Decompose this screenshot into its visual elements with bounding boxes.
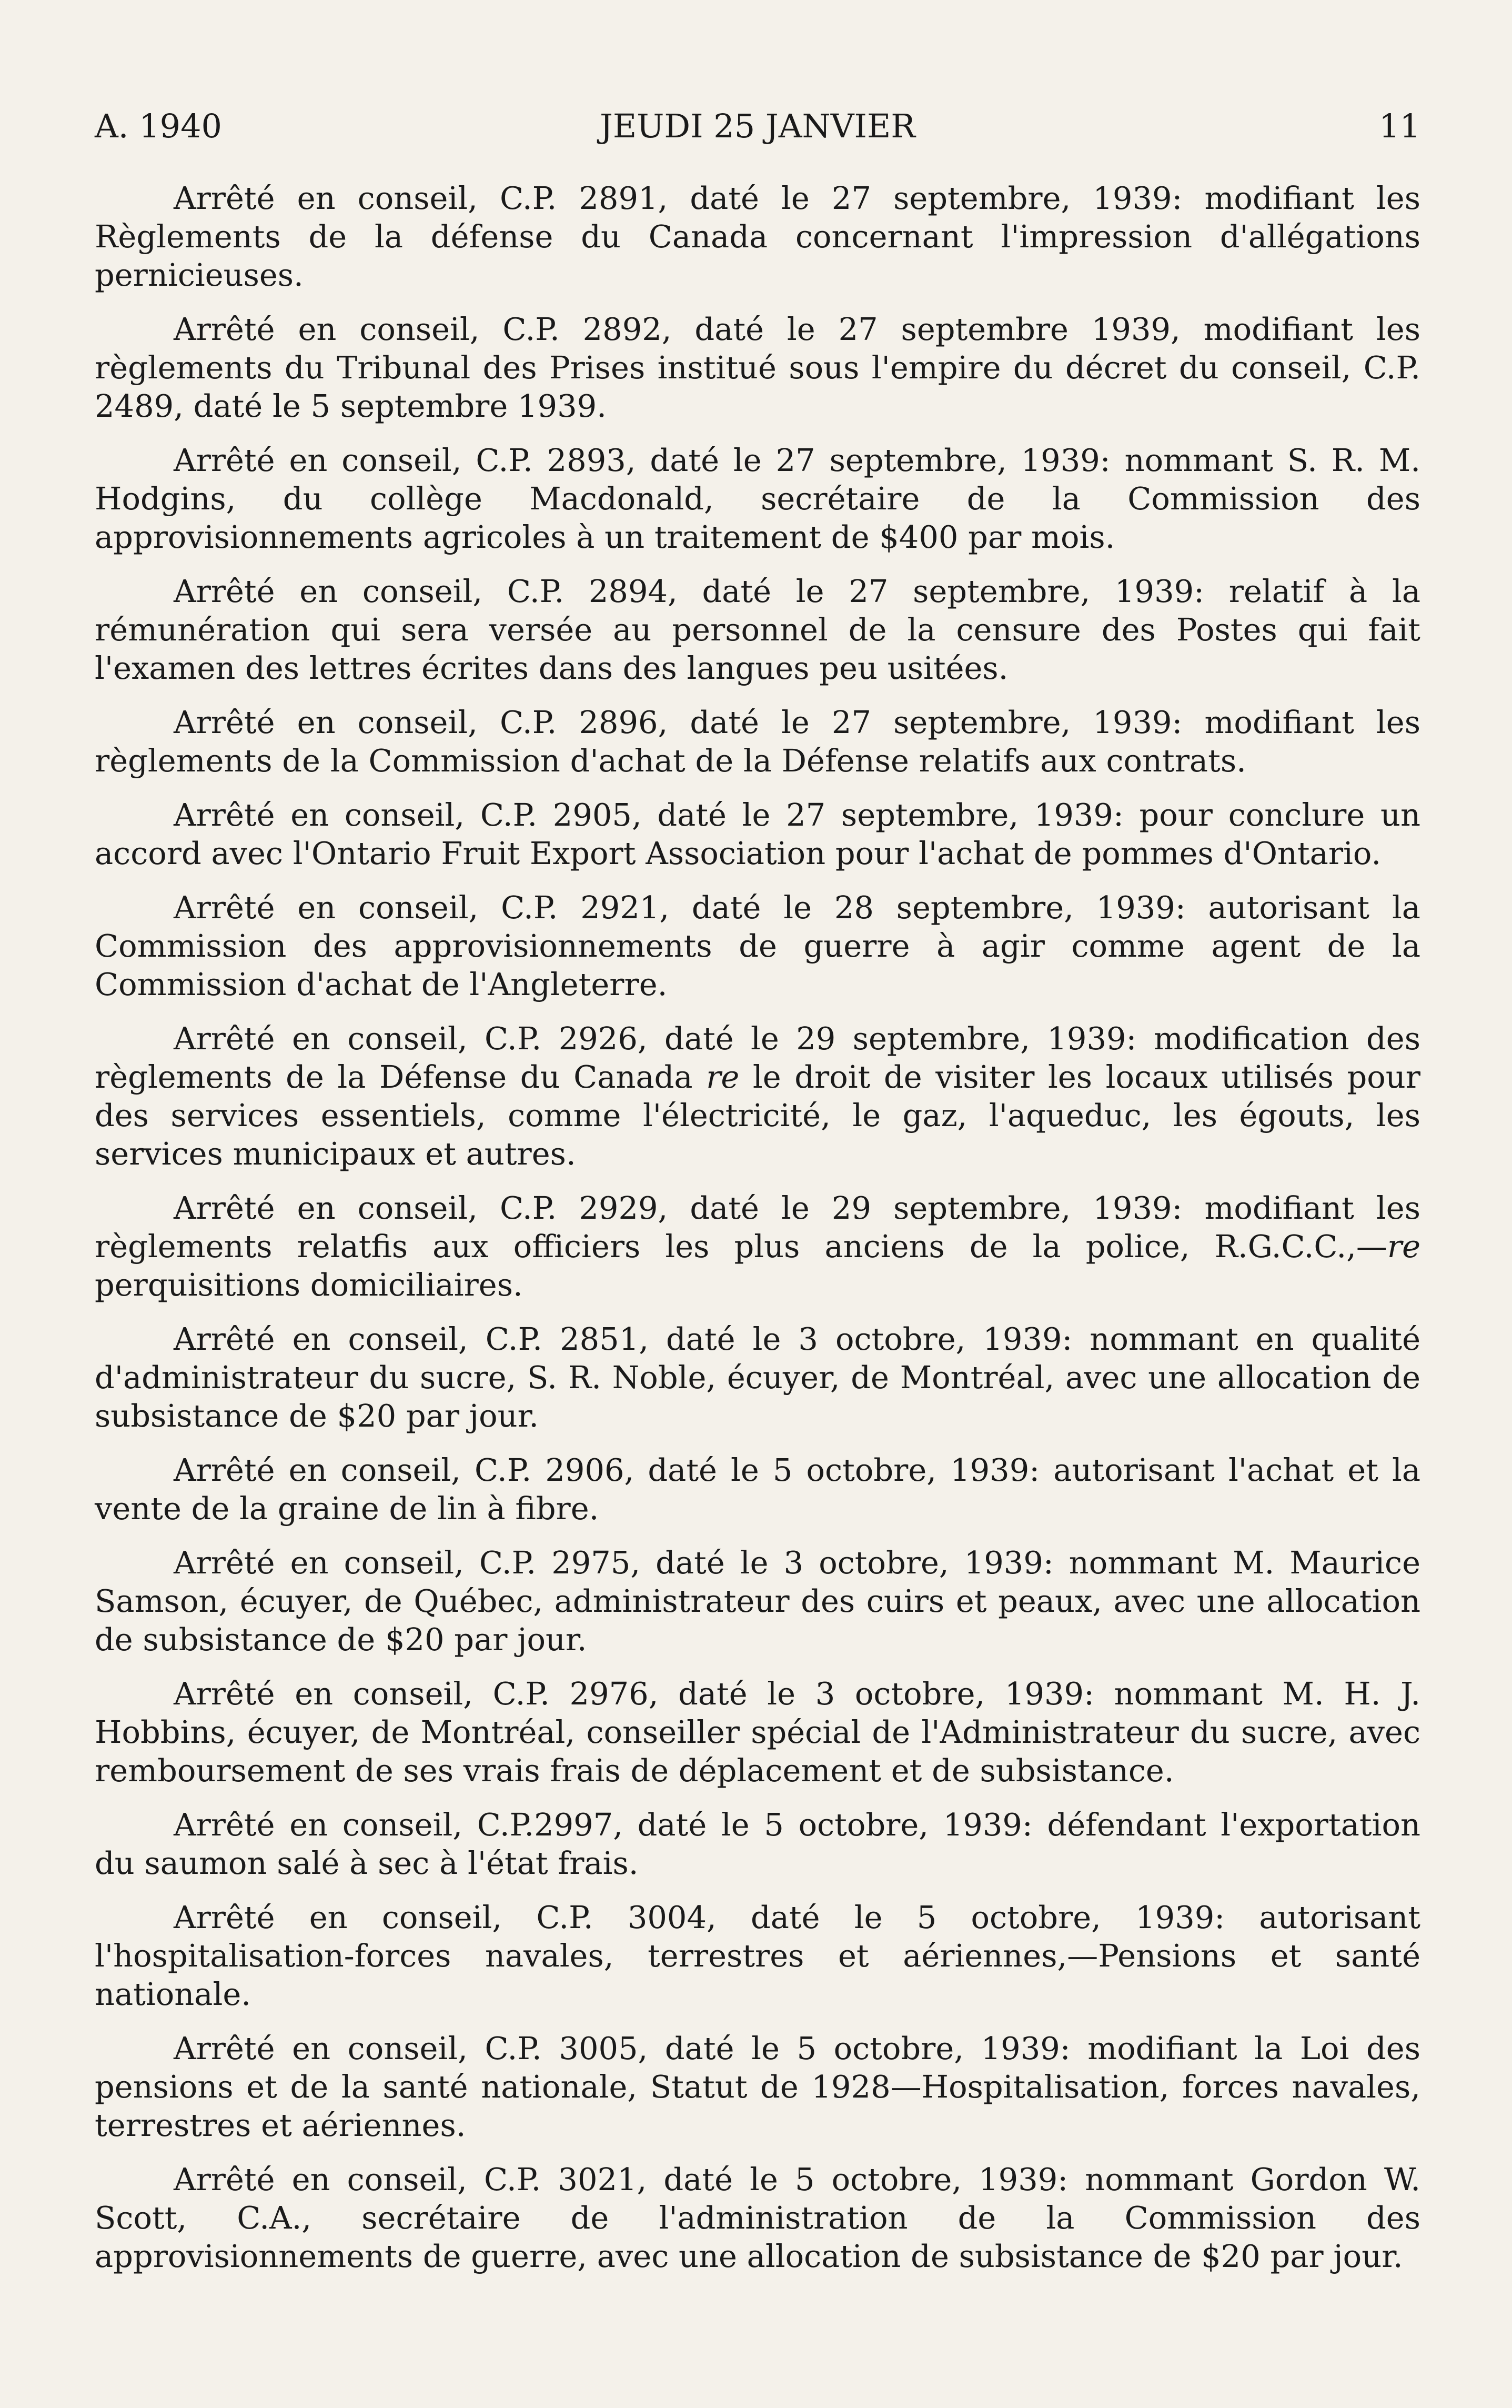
entry-cp-2976: Arrêté en conseil, C.P. 2976, daté le 3 octobre, 1939: nommant M. H. J. Hobbins, écuyer, de Montréal, conseiller spécial de l'Administrateur du sucre, avec remboursement de ses vrais frais de déplacement et de subsistance. [95, 1675, 1420, 1789]
entry-cp-2894: Arrêté en conseil, C.P. 2894, daté le 27 septembre, 1939: relatif à la rémunération qui sera versée au personnel de la censure des Postes qui fait l'examen des lettres écrites dans des langues peu usitées. [95, 573, 1420, 686]
entry-cp-2905: Arrêté en conseil, C.P. 2905, daté le 27 septembre, 1939: pour conclure un accord avec l'Ontario Fruit Export Association pour l'achat de pommes d'Ontario. [95, 797, 1420, 871]
entry-cp-2906: Arrêté en conseil, C.P. 2906, daté le 5 octobre, 1939: autorisant l'achat et la vente de la graine de lin à fibre. [95, 1452, 1420, 1527]
header-date: JEUDI 25 JANVIER [600, 107, 915, 145]
entry-text: Arrêté en conseil, C.P. 2926, daté le 29 septembre, 1939: modification des règlements de la Défense du Canada [95, 1020, 1420, 1095]
entry-cp-2975: Arrêté en conseil, C.P. 2975, daté le 3 octobre, 1939: nommant M. Maurice Samson, écuyer, de Québec, administrateur des cuirs et peaux, avec une allocation de subsistance de $20 par jour. [95, 1544, 1420, 1658]
entry-cp-3004: Arrêté en conseil, C.P. 3004, daté le 5 octobre, 1939: autorisant l'hospitalisation-forces navales, terrestres et aériennes,—Pensions et santé nationale. [95, 1899, 1420, 2012]
entry-text: perquisitions domiciliaires. [95, 1267, 523, 1303]
entry-cp-2851: Arrêté en conseil, C.P. 2851, daté le 3 octobre, 1939: nommant en qualité d'administrateur du sucre, S. R. Noble, écuyer, de Montréal, avec une allocation de subsistance de $20 par jour. [95, 1321, 1420, 1434]
entry-cp-2921: Arrêté en conseil, C.P. 2921, daté le 28 septembre, 1939: autorisant la Commission des approvisionnements de guerre à agir comme agent de la Commission d'achat de l'Angleterre. [95, 889, 1420, 1002]
entry-cp-2891: Arrêté en conseil, C.P. 2891, daté le 27 septembre, 1939: modifiant les Règlements de la défense du Canada concernant l'impression d'allégations pernicieuses. [95, 180, 1420, 293]
entry-text: Arrêté en conseil, C.P. 2929, daté le 29 septembre, 1939: modifiant les règlements relatfis aux officiers les plus anciens de la police, R.G.C.C.,— [95, 1190, 1420, 1265]
page-number: 11 [1379, 107, 1420, 145]
entry-text: le droit de visiter les locaux utilisés pour des services essentiels, comme l'électricité, le gaz, l'aqueduc, les égouts, les services municipaux et autres. [95, 1059, 1420, 1172]
entry-cp-2892: Arrêté en conseil, C.P. 2892, daté le 27 septembre 1939, modifiant les règlements du Tribunal des Prises institué sous l'empire du décret du conseil, C.P. 2489, daté le 5 septembre 1939. [95, 311, 1420, 424]
entry-cp-3005: Arrêté en conseil, C.P. 3005, daté le 5 octobre, 1939: modifiant la Loi des pensions et de la santé nationale, Statut de 1928—Hospitalisation, forces navales, terrestres et aériennes. [95, 2030, 1420, 2143]
document-page [95, 105, 1420, 2291]
entry-cp-2896: Arrêté en conseil, C.P. 2896, daté le 27 septembre, 1939: modifiant les règlements de la Commission d'achat de la Défense relatifs aux contrats. [95, 704, 1420, 779]
entry-italic-re: re [1387, 1228, 1420, 1265]
entry-cp-2926 [95, 1019, 1420, 1173]
header-year: A. 1940 [95, 107, 222, 145]
page-header [95, 105, 1420, 147]
entry-cp-3021: Arrêté en conseil, C.P. 3021, daté le 5 octobre, 1939: nommant Gordon W. Scott, C.A., secrétaire de l'administration de la Commission des approvisionnements de guerre, avec une allocation de subsistance de $20 par jour. [95, 2161, 1420, 2274]
entries-list [95, 179, 1420, 2275]
entry-cp-2893: Arrêté en conseil, C.P. 2893, daté le 27 septembre, 1939: nommant S. R. M. Hodgins, du collège Macdonald, secrétaire de la Commission des approvisionnements agricoles à un traitement de $400 par mois. [95, 442, 1420, 555]
entry-italic-re: re [706, 1059, 740, 1095]
entry-cp-2997: Arrêté en conseil, C.P.2997, daté le 5 octobre, 1939: défendant l'exportation du saumon salé à sec à l'état frais. [95, 1807, 1420, 1881]
entry-cp-2929 [95, 1189, 1420, 1304]
